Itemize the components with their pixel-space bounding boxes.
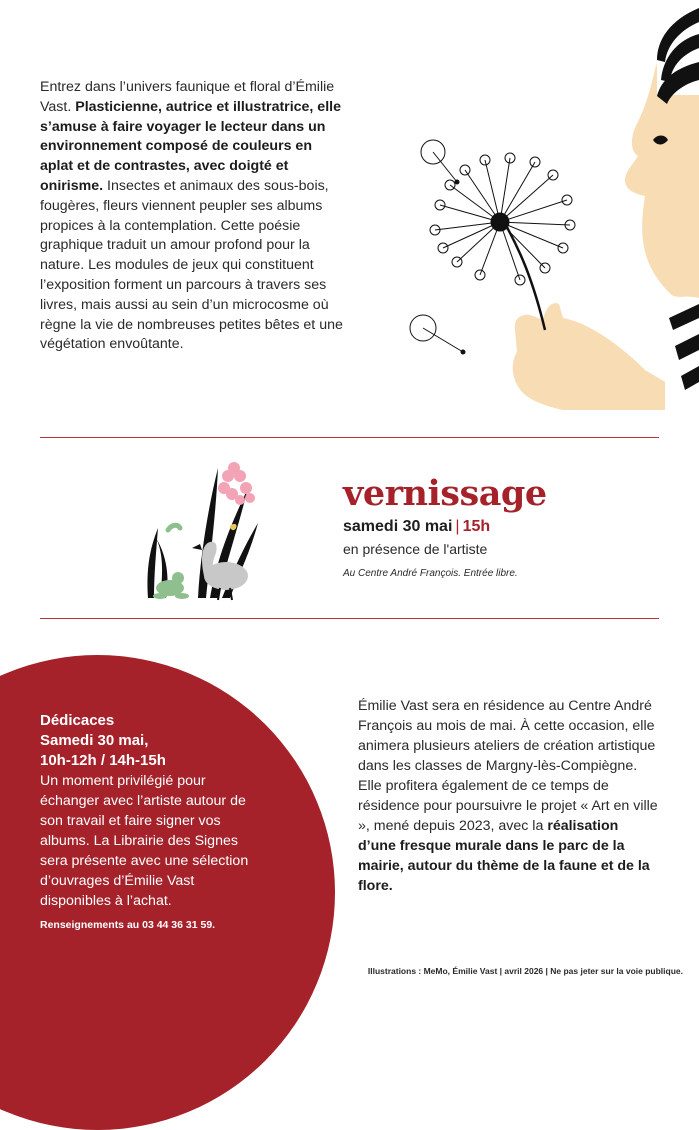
residence-p2-text: Elle profitera également de ce temps de résidence pour poursuivre le projet « Art en ville », mené depuis 2023, avec la [358,778,658,834]
footer-credits: Illustrations : MeMo, Émilie Vast | avril 2026 | Ne pas jeter sur la voie publique. [367,966,683,976]
flying-seed [410,315,465,354]
residence-p2 [358,776,658,896]
dedicaces-block [40,711,265,935]
divider-bottom [40,618,659,619]
intro-line: Entrez dans l’univers faunique et floral d’Émilie Vast. [40,79,335,115]
dedicaces-contact: Renseignements au 03 44 36 31 59. [40,919,216,931]
frog-icon [153,572,189,599]
pink-flowers [218,462,255,505]
flying-seed [421,140,459,184]
vernissage-presence: en présence de l'artiste [343,541,488,557]
vernissage-hour: 15h [462,518,491,535]
vernissage-title: vernissage [343,473,547,514]
intro-bold: Plasticienne, autrice et illustratrice, elle s’amuse à faire voyager le lecteur dans un environnement composé de couleurs en aplat et de contrastes, avec doigté et onirisme. [40,98,341,194]
dedicaces-title: Dédicaces [40,712,115,729]
caterpillar-icon [168,525,180,530]
intro-paragraph [40,78,345,355]
dandelion-head [430,153,575,285]
dandelion-stem [503,220,545,330]
dedicaces-date: Samedi 30 mai, [40,732,149,749]
residence-paragraph [358,696,658,896]
vernissage-date-line [343,518,490,536]
dedicaces-body: Un moment privilégié pour échanger avec l’artiste autour de son travail et faire signer vos albums. La Librairie des Signes sera présente avec une sélection d’ouvrages d’Émilie Vast disponibles à l’achat. [40,773,249,909]
residence-p2-bold: réalisation d’une fresque murale dans le parc de la mairie, autour du thème de la faune et de la flore. [358,818,650,894]
vernissage-place: Au Centre André François. Entrée libre. [343,568,518,579]
striped-hat [656,0,699,104]
intro-rest: Insectes et animaux des sous-bois, fougères, fleurs viennent peupler ses albums propices à la contemplation. Cette poésie graphique traduit un amour profond pour la nature. Les modules de jeux qui constituent l’exposition forment un parcours à travers ses livres, mais aussi au sein d’un microcosme où règne la vie de nombreuses petites bêtes et une végétation envoûtante. [40,177,343,353]
striped-sleeve [665,297,699,410]
vernissage-date: samedi 30 mai [343,518,453,535]
vernissage-separator: | [455,518,460,535]
child-dandelion-illustration [395,0,699,410]
dedicaces-hours: 10h-12h / 14h-15h [40,752,166,769]
divider-top [40,437,659,438]
residence-p1: Émilie Vast sera en résidence au Centre André François au mois de mai. À cette occasion, elle animera plusieurs ateliers de création artistique dans les classes de Margny-lès-Compiègne. [358,698,656,774]
frog-goose-illustration [138,458,263,603]
